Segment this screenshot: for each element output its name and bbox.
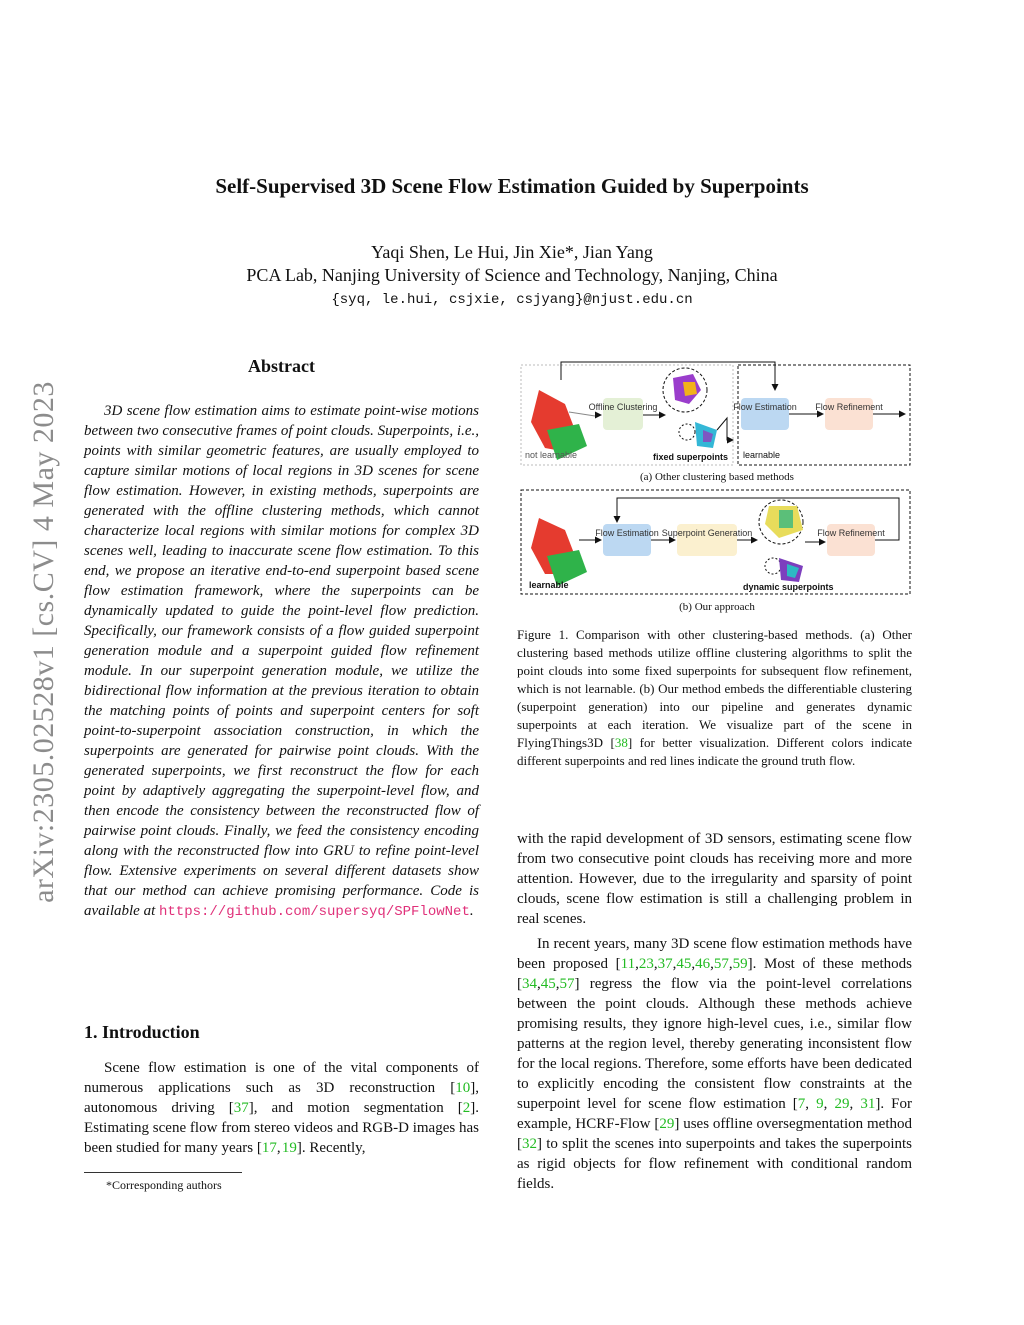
footnote: *Corresponding authors (106, 1178, 222, 1192)
figure-1 (517, 360, 912, 622)
citation-link[interactable]: 29 (659, 1116, 675, 1132)
citation-link[interactable]: 10 (455, 1080, 471, 1096)
citation-link[interactable]: 45 (540, 976, 556, 992)
code-link[interactable]: https://github.com/supersyq/SPFlowNet (159, 904, 470, 920)
citation-link[interactable]: 23 (638, 956, 654, 972)
svg-text:Flow Estimation: Flow Estimation (595, 528, 659, 538)
citation-link[interactable]: 19 (281, 1140, 297, 1156)
citation-link[interactable]: 7 (797, 1096, 806, 1112)
citation-link[interactable]: 37 (657, 956, 673, 972)
svg-text:fixed superpoints: fixed superpoints (653, 452, 729, 462)
citation-link[interactable]: 57 (559, 976, 575, 992)
citation-link[interactable]: 17 (261, 1140, 277, 1156)
svg-text:learnable: learnable (529, 580, 569, 590)
abstract-heading: Abstract (248, 356, 315, 376)
intro-paragraph: Scene flow estimation is one of the vital components of numerous applications such as 3D reconstruction [10], autonomous driving [37], and motion segmentation [2]. Estimating scene flow from stereo videos and RGB-D images has been studied for many years [17, 19]. Recently, (84, 1060, 480, 1156)
citation-link[interactable]: 34 (522, 976, 537, 992)
citation-link[interactable]: 59 (732, 956, 748, 972)
svg-text:Superpoint Generation: Superpoint Generation (661, 528, 753, 538)
citation-link[interactable]: 57 (713, 956, 729, 972)
arxiv-stamp (24, 352, 64, 932)
paper-title: Self-Supervised 3D Scene Flow Estimation Guided by Superpoints (215, 174, 809, 198)
citation-link[interactable]: 38 (614, 735, 628, 750)
section-heading: 1. Introduction (84, 1022, 200, 1042)
figure-caption: Figure 1. Comparison with other clustering-based methods. (a) Other clustering based methods utilize offline clustering algorithms to split the point clouds into some fixed superpoints for subsequent flow refinement, which is not learnable. (b) Our method embeds the differentiable clustering (superpoint generation) into our pipeline and generates dynamic superpoints at each iteration. We visualize part of the scene in FlyingThings3D [38] for better visualization. Different colors indicate different superpoints and red lines indicate the ground truth flow. (517, 627, 912, 768)
affiliation: PCA Lab, Nanjing University of Science and Technology, Nanjing, China (246, 265, 778, 285)
footnote-rule (84, 1172, 242, 1173)
citation-link[interactable]: 2 (462, 1100, 471, 1116)
svg-text:(a) Other clustering based met: (a) Other clustering based methods (640, 471, 794, 483)
citation-link[interactable]: 32 (522, 1136, 537, 1152)
svg-text:not learnable: not learnable (525, 450, 578, 460)
citation-link[interactable]: 46 (695, 956, 711, 972)
authors: Yaqi Shen, Le Hui, Jin Xie*, Jian Yang (371, 242, 653, 262)
right-paragraph-1: with the rapid development of 3D sensors, estimating scene flow from two consecutive point clouds has receiving more and more attention. However, due to the irregularity and sparsity of point clouds, scene flow estimation is still a challenging problem in real scenes. (517, 831, 912, 927)
citation-link[interactable]: 11 (620, 956, 636, 972)
citation-link[interactable]: 9 (816, 1096, 824, 1112)
citation-link[interactable]: 31 (860, 1096, 876, 1112)
right-paragraph-2: In recent years, many 3D scene flow estimation methods have been proposed [11,23,37,45,46,57,59]. Most of these methods [34,45,57] regress the flow via the point-level correlations between the point clouds. Although these methods achieve promising results, they ignore high-level cues, i.e., similar flow patterns at the region level, thereby generating inconsistent flow for the local regions. Therefore, some efforts have been dedicated to explicitly encoding the consistent flow constraints at the superpoint level for scene flow estimation [7, 9, 29, 31]. For example, HCRF-Flow [29] uses offline oversegmentation method [32] to split the scenes into superpoints and takes the superpoints as rigid objects for flow refinement with conditional random fields. (517, 936, 912, 1192)
emails: {syq, le.hui, csjxie, csjyang}@njust.edu.cn (331, 292, 693, 308)
superpoints-b-bottom (765, 558, 781, 574)
svg-text:Flow Estimation: Flow Estimation (733, 402, 797, 412)
arxiv-stamp-text: arXiv:2305.02528v1 [cs.CV] 4 May 2023 (27, 381, 60, 903)
citation-link[interactable]: 37 (233, 1100, 249, 1116)
svg-text:dynamic superpoints: dynamic superpoints (743, 582, 834, 592)
abstract-text: 3D scene flow estimation aims to estimate point-wise motions between two consecutive frames of point clouds. Superpoints, i.e., points with similar geometric features, are usually employed to capture similar motions of local regions in 3D scenes for scene flow estimation. However, in existing methods, superpoints are generated with the offline clustering methods, which cannot characterize local regions with similar motions for complex 3D scenes well, leading to inaccurate scene flow estimation. To this end, we propose an iterative end-to-end superpoint based scene flow estimation framework, where the superpoints can be dynamically updated to guide the point-level flow prediction. Specifically, our framework consists of a flow guided superpoint generation module and a superpoint guided flow refinement module. In our superpoint generation module, we utilize the bidirectional flow information at the previous iteration to obtain the matching points of points and superpoint centers for soft point-to-superpoint association construction, in which the superpoints are generated for pairwise point clouds. With the generated superpoints, we first reconstruct the flow for each point by adaptively aggregating the superpoint-level flow, and then encode the consistency between the reconstructed flow of pairwise point clouds. Finally, we feed the consistency encoding along with the reconstructed flow into GRU to refine point-level flow. Extensive experiments on several different datasets show that our method can achieve promising performance. Code is available at https://github.com/supersyq/SPFlowNet. (84, 403, 479, 920)
svg-text:Offline Clustering: Offline Clustering (588, 402, 658, 412)
svg-text:Flow Refinement: Flow Refinement (815, 402, 883, 412)
svg-text:learnable: learnable (743, 450, 781, 460)
abstract-body: 3D scene flow estimation aims to estimate point-wise motions between two consecutive frames of point clouds. Superpoints, i.e., points with similar geometric features, are usually employed to capture similar motions of local regions in 3D scenes for scene flow estimation. However, in existing methods, superpoints are generated with the offline clustering methods, which cannot characterize local regions with similar motions for complex 3D scenes well, leading to inaccurate scene flow estimation. To this end, we propose an iterative end-to-end superpoint based scene flow estimation framework, where the superpoints can be dynamically updated to guide the point-level flow prediction. Specifically, our framework consists of a flow guided superpoint generation module and a superpoint guided flow refinement module. In our superpoint generation module, we utilize the bidirectional flow information at the previous iteration to obtain the matching points of points and superpoint centers for soft point-to-superpoint association construction, in which the superpoints are generated for pairwise point clouds. With the generated superpoints, we first reconstruct the flow for each point by adaptively aggregating the superpoint-level flow, and then encode the consistency between the reconstructed flow of pairwise point clouds. Finally, we feed the consistency encoding along with the reconstructed flow into GRU to refine point-level flow. Extensive experiments on several different datasets show that our method can achieve promising performance. Code is available at (84, 403, 479, 919)
citation-link[interactable]: 45 (676, 956, 692, 972)
svg-text:Flow Refinement: Flow Refinement (817, 528, 885, 538)
superpoints-a-bottom (679, 424, 695, 440)
citation-link[interactable]: 29 (834, 1096, 850, 1112)
svg-text:(b) Our approach: (b) Our approach (679, 601, 755, 613)
